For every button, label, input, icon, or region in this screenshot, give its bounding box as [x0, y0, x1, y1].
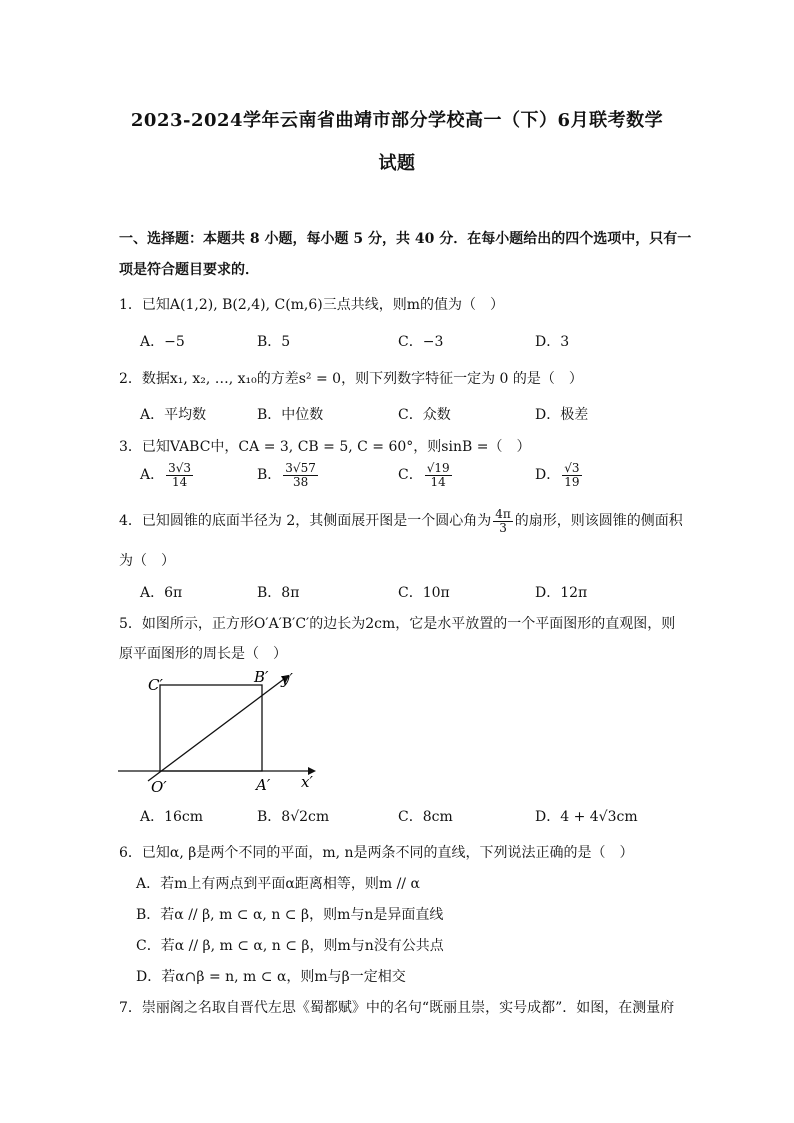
q5-option-c[interactable]: C．8cm — [398, 809, 453, 825]
q1-option-a[interactable]: A．−5 — [140, 334, 185, 350]
question-6-stem: 6．已知α, β是两个不同的平面，m, n是两条不同的直线，下列说法正确的是（ ） — [119, 845, 634, 861]
q3-b-numerator: 3√57 — [285, 461, 316, 475]
q4-angle-fraction — [493, 508, 513, 534]
page-title-line1: 2023-2024学年云南省曲靖市部分学校高一（下）6月联考数学 — [130, 110, 664, 131]
label-y: y′ — [281, 670, 293, 688]
q3-c-numerator: √19 — [426, 461, 450, 475]
q3-a-denominator: 14 — [171, 474, 188, 489]
q3-d-numerator: √3 — [564, 461, 580, 475]
section-heading-cont: 项是符合题目要求的． — [119, 262, 259, 278]
y-axis — [148, 676, 288, 781]
label-b: B′ — [254, 668, 269, 686]
q2-option-c[interactable]: C．众数 — [398, 407, 451, 423]
q3-option-b[interactable] — [257, 462, 320, 488]
q3-c-denominator: 14 — [430, 474, 446, 489]
q5-option-d[interactable]: D．4 + 4√3cm — [535, 809, 638, 825]
q4-frac-denominator: 3 — [499, 520, 507, 535]
q4-frac-numerator: 4π — [495, 507, 511, 521]
q3-option-b-label: B． — [257, 467, 282, 484]
q5-figure — [118, 668, 328, 798]
q3-option-a-fraction — [166, 462, 193, 488]
q3-option-d-fraction — [562, 462, 581, 488]
q3-option-d-label: D． — [535, 467, 561, 484]
q4-option-b[interactable]: B．8π — [257, 585, 300, 601]
q3-option-c-fraction — [425, 462, 452, 488]
square-oabc — [160, 685, 262, 771]
q5-option-a[interactable]: A．16cm — [140, 809, 204, 825]
q6-option-c[interactable]: C．若α // β, m ⊂ α, n ⊂ β，则m与n没有公共点 — [136, 938, 444, 954]
q1-option-d[interactable]: D．3 — [535, 334, 570, 350]
q2-option-d[interactable]: D．极差 — [535, 407, 589, 423]
question-3-stem: 3．已知VABC中，CA = 3, CB = 5, C = 60°，则sinB =（ ） — [119, 439, 531, 455]
q3-b-denominator: 38 — [292, 474, 309, 489]
label-x: x′ — [301, 773, 313, 791]
question-1-stem: 1．已知A(1,2), B(2,4), C(m,6)三点共线，则m的值为（ ） — [119, 297, 505, 313]
q5-option-b[interactable]: B．8√2cm — [257, 809, 330, 825]
question-2-stem: 2．数据x₁, x₂, …, x₁₀的方差s² = 0，则下列数字特征一定为 0 的是（ ） — [119, 371, 583, 387]
question-5-stem: 5．如图所示，正方形O′A′B′C′的边长为2cm，它是水平放置的一个平面图形的直观图，则 — [119, 616, 676, 632]
q3-option-b-fraction — [283, 462, 318, 488]
q3-option-c[interactable] — [398, 462, 454, 488]
q4-option-d[interactable]: D．12π — [535, 585, 588, 601]
q2-option-a[interactable]: A．平均数 — [140, 407, 207, 423]
page-title-line2: 试题 — [378, 153, 416, 174]
question-7-stem: 7．崇丽阁之名取自晋代左思《蜀都赋》中的名句“既丽且崇，实号成都”．如图，在测量府 — [119, 1000, 675, 1016]
q4-option-c[interactable]: C．10π — [398, 585, 450, 601]
q6-option-d[interactable]: D．若α∩β = n, m ⊂ α，则m与β一定相交 — [136, 969, 406, 985]
q3-d-denominator: 19 — [564, 474, 580, 489]
label-a: A′ — [256, 776, 271, 794]
q6-option-b[interactable]: B．若α // β, m ⊂ α, n ⊂ β，则m与n是异面直线 — [136, 907, 444, 923]
q3-option-c-label: C． — [398, 467, 423, 484]
q3-option-a-label: A． — [140, 467, 165, 484]
q3-option-a[interactable] — [140, 462, 195, 488]
q3-a-numerator: 3√3 — [168, 461, 192, 475]
q4-option-a[interactable]: A．6π — [140, 585, 183, 601]
section-heading: 一、选择题：本题共 8 小题，每小题 5 分，共 40 分．在每小题给出的四个选项中，只有一 — [119, 231, 692, 247]
q2-option-b[interactable]: B．中位数 — [257, 407, 324, 423]
q1-option-c[interactable]: C．−3 — [398, 334, 444, 350]
q4-stem-part1: 4．已知圆锥的底面半径为 2，其侧面展开图是一个圆心角为 — [119, 513, 492, 530]
question-4-stem-cont: 为（ ） — [119, 553, 175, 569]
q6-option-a[interactable]: A．若m上有两点到平面α距离相等，则m // α — [136, 876, 420, 892]
label-c: C′ — [148, 676, 163, 694]
q3-option-d[interactable] — [535, 462, 584, 488]
label-o: O′ — [151, 778, 167, 796]
q1-option-b[interactable]: B．5 — [257, 334, 291, 350]
question-4-stem — [119, 508, 683, 534]
q4-stem-part2: 的扇形，则该圆锥的侧面积 — [514, 513, 683, 530]
question-5-stem-cont: 原平面图形的周长是（ ） — [119, 646, 287, 662]
